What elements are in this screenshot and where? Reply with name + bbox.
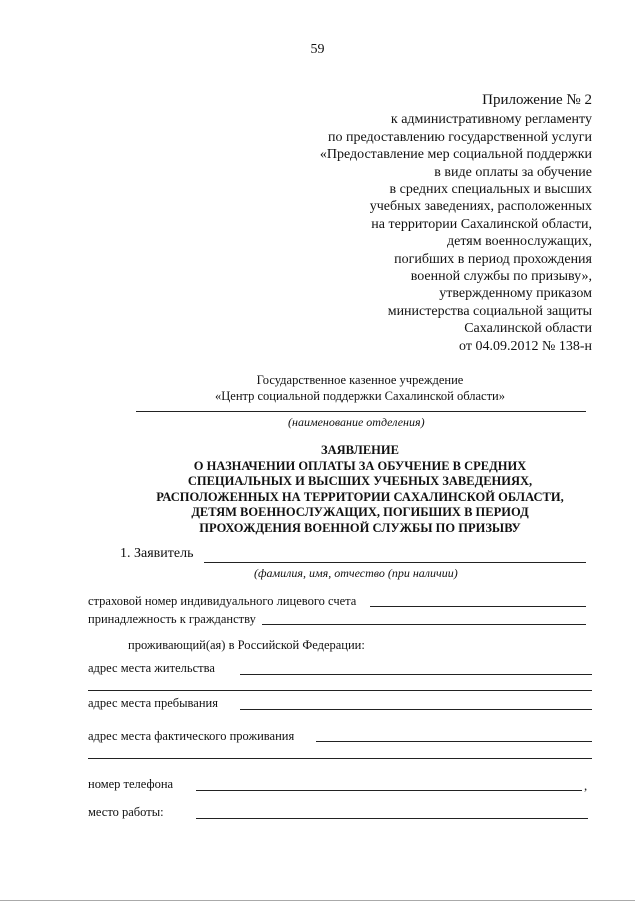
appendix-line: военной службы по призыву»,: [410, 269, 592, 285]
residence-address-field-2[interactable]: [88, 690, 592, 691]
title-line: ЗАЯВЛЕНИЕ: [321, 443, 399, 457]
phone-comma: ,: [584, 778, 588, 793]
appendix-line: Сахалинской области: [464, 321, 592, 337]
applicant-label: 1. Заявитель: [120, 546, 194, 561]
appendix-line: к административному регламенту: [390, 112, 592, 128]
work-label: место работы:: [88, 805, 164, 819]
title-line: ДЕТЯМ ВОЕННОСЛУЖАЩИХ, ПОГИБШИХ В ПЕРИОД: [191, 505, 529, 520]
citizenship-field[interactable]: [262, 624, 586, 625]
actual-address-field-2[interactable]: [88, 758, 592, 759]
phone-field[interactable]: [196, 790, 582, 791]
page-number: 59: [310, 42, 325, 57]
stay-address-field[interactable]: [240, 709, 592, 710]
appendix-line: учебных заведениях, расположенных: [369, 199, 592, 215]
appendix-line: утвержденному приказом: [439, 286, 592, 302]
applicant-name-hint: (фамилия, имя, отчество (при наличии): [254, 566, 458, 580]
department-name-hint: (наименование отделения): [288, 415, 425, 429]
title-line: СПЕЦИАЛЬНЫХ И ВЫСШИХ УЧЕБНЫХ ЗАВЕДЕНИЯХ,: [187, 474, 533, 489]
department-name-line[interactable]: [136, 411, 586, 412]
appendix-line: от 04.09.2012 № 138-н: [459, 338, 592, 354]
snils-label: страховой номер индивидуального лицевого счета: [88, 594, 357, 608]
appendix-line: «Предоставление мер социальной поддержки: [319, 147, 592, 163]
appendix-block: [320, 92, 592, 355]
appendix-line: в виде оплаты за обучение: [434, 164, 592, 180]
appendix-line: в средних специальных и высших: [389, 182, 592, 198]
page-bottom-edge: [0, 900, 635, 901]
residence-address-label: адрес места жительства: [88, 661, 215, 675]
appendix-line: министерства социальной защиты: [387, 303, 592, 319]
appendix-title: Приложение № 2: [482, 92, 592, 108]
appendix-line: по предоставлению государственной услуги: [328, 129, 592, 145]
title-line: РАСПОЛОЖЕННЫХ НА ТЕРРИТОРИИ САХАЛИНСКОЙ ОБЛАСТИ,: [156, 489, 564, 504]
residence-address-field[interactable]: [240, 674, 592, 675]
institution-name: «Центр социальной поддержки Сахалинской области»: [215, 389, 505, 403]
work-field[interactable]: [196, 818, 588, 819]
institution-type: Государственное казенное учреждение: [256, 373, 464, 387]
actual-address-field[interactable]: [316, 741, 592, 742]
citizenship-label: принадлежность к гражданству: [88, 612, 256, 626]
appendix-line: детям военнослужащих,: [447, 234, 592, 250]
applicant-name-field[interactable]: [204, 562, 586, 563]
title-line: О НАЗНАЧЕНИИ ОПЛАТЫ ЗА ОБУЧЕНИЕ В СРЕДНИХ: [193, 458, 527, 473]
actual-address-label: адрес места фактического проживания: [88, 729, 295, 743]
appendix-line: погибших в период прохождения: [394, 251, 592, 267]
appendix-line: на территории Сахалинской области,: [371, 216, 592, 232]
phone-label: номер телефона: [88, 777, 174, 791]
title-line: ПРОХОЖДЕНИЯ ВОЕННОЙ СЛУЖБЫ ПО ПРИЗЫВУ: [199, 520, 521, 535]
document-title: [100, 443, 620, 537]
stay-address-label: адрес места пребывания: [88, 696, 218, 710]
institution-block: [140, 372, 580, 404]
snils-field[interactable]: [370, 606, 586, 607]
residing-label: проживающий(ая) в Российской Федерации:: [128, 638, 365, 652]
